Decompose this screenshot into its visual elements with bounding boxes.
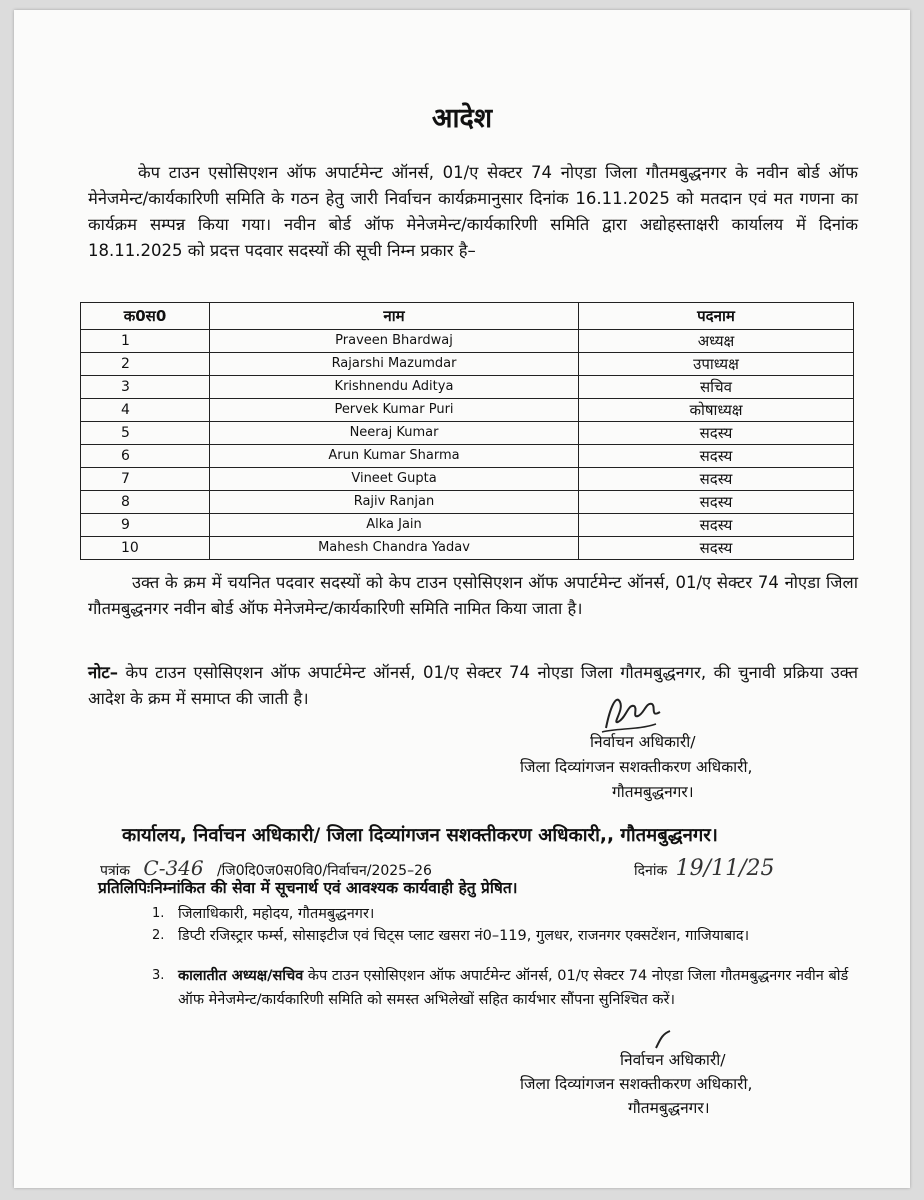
signature-2-line3: गौतमबुद्धनगर। [628, 1099, 710, 1117]
row-name: Rajarshi Mazumdar [210, 353, 579, 376]
office-heading: कार्यालय, निर्वाचन अधिकारी/ जिला दिव्यांगजन सशक्तीकरण अधिकारी,, गौतमबुद्धनगर। [122, 825, 718, 846]
row-post: अध्यक्ष [579, 330, 854, 353]
list-item-number: 3. [152, 968, 165, 983]
table-row [81, 468, 854, 491]
signature-1-line1: निर्वाचन अधिकारी/ [590, 733, 696, 751]
row-sno: 8 [81, 491, 210, 514]
date-label: दिनांक [634, 863, 668, 879]
list-item-text: केप टाउन एसोसिएशन ऑफ अपार्टमेन्ट ऑनर्स, 01/ए सेक्टर 74 नोएडा जिला गौतमबुद्धनगर नवीन बोर्ड ऑफ मेनेजमेन्ट/कार्यकारिणी समिति को समस्त अभिलेखों सहित कार्यभार सौंपना सुनिश्चित करें। [178, 968, 849, 1008]
list-item-text: जिलाधिकारी, महोदय, गौतमबुद्धनगर। [178, 906, 375, 922]
row-sno: 1 [81, 330, 210, 353]
row-name: Krishnendu Aditya [210, 376, 579, 399]
row-sno: 9 [81, 514, 210, 537]
patrank-label: पत्रांक [100, 863, 131, 879]
signature-1-line2: जिला दिव्यांगजन सशक्तीकरण अधिकारी, [520, 758, 753, 776]
patrank-suffix: /जि0दि0ज0स0वि0/निर्वाचन/2025–26 [216, 863, 432, 879]
signature-2-line2: जिला दिव्यांगजन सशक्तीकरण अधिकारी, [520, 1075, 753, 1093]
row-post: सदस्य [579, 445, 854, 468]
list-item-number: 1. [152, 906, 165, 921]
table-row [81, 491, 854, 514]
row-name: Praveen Bhardwaj [210, 330, 579, 353]
date-block [634, 856, 774, 881]
list-item-number: 2. [152, 928, 165, 943]
row-post: सदस्य [579, 514, 854, 537]
intro-paragraph: केप टाउन एसोसिएशन ऑफ अपार्टमेन्ट ऑनर्स, 01/ए सेक्टर 74 नोएडा जिला गौतमबुद्धनगर के नवीन बोर्ड ऑफ मेनेजमेन्ट/कार्यकारिणी समिति के गठन हेतु जारी निर्वाचन कार्यक्रमानुसार दिनांक 16.11.2025 को मतदान एवं मत गणना का कार्यक्रम सम्पन्न किया गया। नवीन बोर्ड ऑफ मेनेजमेन्ट/कार्यकारिणी समिति द्वारा अद्योहस्ताक्षरी कार्यालय में दिनांक 18.11.2025 को प्रदत्त पदवार सदस्यों की सूची निम्न प्रकार है– [88, 163, 858, 260]
list-item-text: डिप्टी रजिस्ट्रार फर्म्स, सोसाइटीज एवं चिट्स प्लाट खसरा नं0–119, गुलधर, राजनगर एक्सटेंशन, गाजियाबाद। [178, 928, 750, 944]
note-text: केप टाउन एसोसिएशन ऑफ अपार्टमेन्ट ऑनर्स, 01/ए सेक्टर 74 नोएडा जिला गौतमबुद्धनगर, की चुनावी प्रक्रिया उक्त आदेश के क्रम में समाप्त की जाती है। [88, 663, 858, 708]
row-sno: 3 [81, 376, 210, 399]
signature-1-line3: गौतमबुद्धनगर। [612, 783, 694, 801]
header-sno: क0स0 [81, 303, 210, 330]
date-value: 19/11/25 [675, 856, 775, 881]
note-paragraph [88, 660, 858, 712]
table-row [81, 330, 854, 353]
row-name: Mahesh Chandra Yadav [210, 537, 579, 560]
row-name: Rajiv Ranjan [210, 491, 579, 514]
list-item-bold: कालातीत अध्यक्ष/सचिव [178, 968, 304, 984]
header-name: नाम [210, 303, 579, 330]
row-name: Neeraj Kumar [210, 422, 579, 445]
patrank-number: C-346 [143, 856, 204, 880]
row-post: उपाध्यक्ष [579, 353, 854, 376]
signature-scribble-1 [598, 688, 668, 736]
table-row [81, 353, 854, 376]
table-row [81, 399, 854, 422]
row-post: सचिव [579, 376, 854, 399]
row-sno: 10 [81, 537, 210, 560]
row-name: Arun Kumar Sharma [210, 445, 579, 468]
row-sno: 5 [81, 422, 210, 445]
row-name: Alka Jain [210, 514, 579, 537]
table-header-row [81, 303, 854, 330]
table-row [81, 376, 854, 399]
header-post: पदनाम [579, 303, 854, 330]
nomination-paragraph: उक्त के क्रम में चयनित पदवार सदस्यों को केप टाउन एसोसिएशन ऑफ अपार्टमेन्ट ऑनर्स, 01/ए सेक्टर 74 नोएडा जिला गौतमबुद्धनगर नवीन बोर्ड ऑफ मेनेजमेन्ट/कार्यकारिणी समिति नामित किया जाता है। [88, 573, 858, 618]
table-row [81, 514, 854, 537]
row-post: सदस्य [579, 468, 854, 491]
row-sno: 2 [81, 353, 210, 376]
row-post: सदस्य [579, 491, 854, 514]
note-label: नोट– [88, 663, 118, 682]
row-post: कोषाध्यक्ष [579, 399, 854, 422]
list-item [152, 924, 868, 948]
list-item [152, 902, 868, 926]
row-name: Vineet Gupta [210, 468, 579, 491]
list-item [152, 964, 868, 1012]
row-sno: 6 [81, 445, 210, 468]
row-post: सदस्य [579, 422, 854, 445]
table-row [81, 445, 854, 468]
signature-2-line1: निर्वाचन अधिकारी/ [620, 1051, 726, 1069]
row-sno: 4 [81, 399, 210, 422]
document-title: आदेश [431, 103, 493, 134]
members-table [80, 302, 854, 560]
table-row [81, 422, 854, 445]
row-name: Pervek Kumar Puri [210, 399, 579, 422]
row-post: सदस्य [579, 537, 854, 560]
row-sno: 7 [81, 468, 210, 491]
copy-heading: प्रतिलिपिःनिम्नांकित की सेवा में सूचनार्थ एवं आवश्यक कार्यवाही हेतु प्रेषित। [98, 879, 518, 897]
table-row [81, 537, 854, 560]
